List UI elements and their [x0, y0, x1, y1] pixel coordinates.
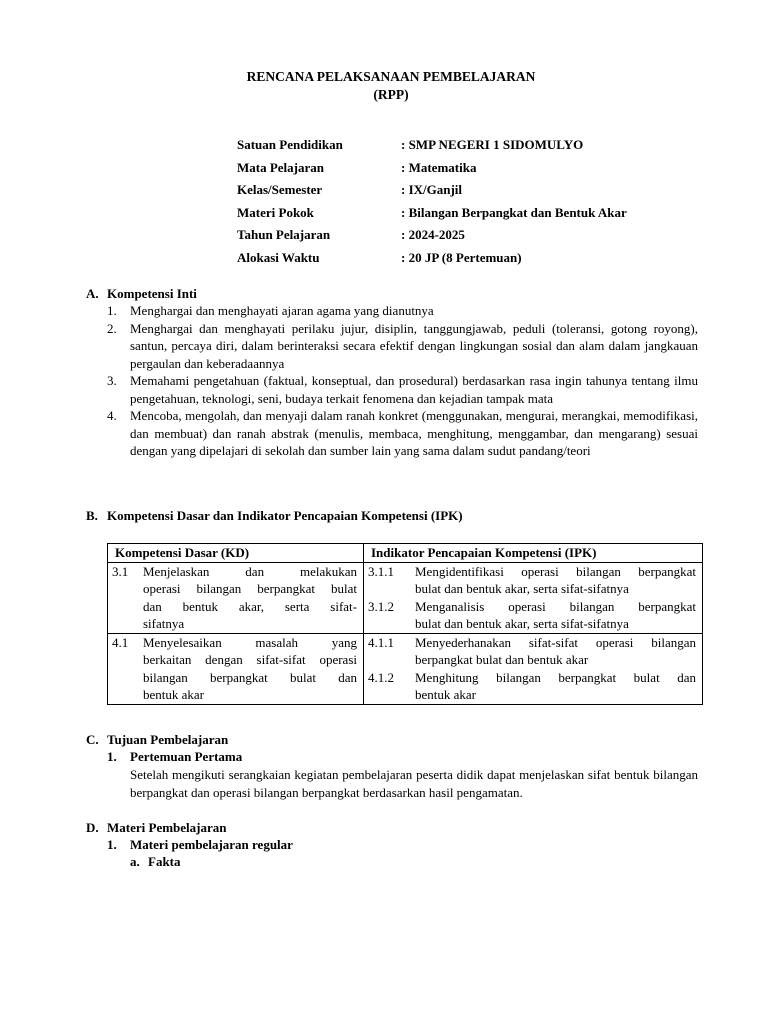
- list-number: 2.: [107, 320, 117, 336]
- sub-number: 1.: [107, 749, 117, 764]
- meta-value: : SMP NEGERI 1 SIDOMULYO: [401, 137, 584, 152]
- ipk-number: 4.1.2: [368, 669, 394, 685]
- kd-line: operasi bilangan berpangkat bulat: [143, 581, 357, 596]
- meeting-heading: [107, 748, 242, 766]
- learning-objective-paragraph: Setelah mengikuti serangkaian kegiatan pembelajaran peserta didik dapat menjelaskan sifat bentuk bilangan berpangkat dan operasi bilangan berpangkat berdasarkan hasil pengamatan.: [130, 767, 698, 800]
- kd-number: 4.1: [112, 634, 129, 650]
- kompetensi-inti-list: [107, 302, 698, 460]
- list-text: Mencoba, mengolah, dan menyaji dalam ranah konkret (menggunakan, mengurai, merangkai, memodifikasi, dan membuat) dan ranah abstrak (menulis, membaca, menghitung, menggambar, dan mengarang) sesuai dengan yang dipelajari di sekolah dan sumber lain yang sama dalam sudut pandang/teori: [130, 408, 698, 458]
- kd-cell: [108, 562, 364, 633]
- ipk-item: [368, 669, 696, 704]
- ipk-line: Menyederhanakan sifat-sifat operasi bilangan: [415, 634, 696, 650]
- list-text: Menghargai dan menghayati ajaran agama yang dianutnya: [130, 303, 434, 318]
- meta-value: : IX/Ganjil: [401, 182, 463, 198]
- kd-item: [112, 634, 357, 704]
- kd-line: dan bentuk akar, serta sifat-: [143, 598, 357, 614]
- subsub-title: Fakta: [148, 854, 181, 869]
- section-a-heading: [86, 285, 197, 303]
- meta-value: : Bilangan Berpangkat dan Bentuk Akar: [401, 204, 627, 220]
- ipk-number: 4.1.1: [368, 634, 394, 650]
- ipk-number: 3.1.1: [368, 563, 394, 579]
- table-header-row: [108, 544, 703, 563]
- subsub-letter: a.: [130, 854, 140, 869]
- meta-value: : 20 JP (8 Pertemuan): [401, 249, 522, 265]
- section-title: Materi Pembelajaran: [107, 820, 227, 835]
- ipk-line: bentuk akar: [415, 687, 477, 702]
- kd-line: berkaitan dengan sifat-sifat operasi: [143, 652, 357, 667]
- kd-line: Menjelaskan dan melakukan: [143, 563, 357, 579]
- material-subheading: [107, 836, 293, 854]
- meta-row: [237, 136, 627, 159]
- section-title: Kompetensi Inti: [107, 286, 197, 301]
- meta-row: [237, 159, 627, 182]
- kd-number: 3.1: [112, 563, 129, 579]
- meta-label: Tahun Pelajaran: [237, 227, 331, 243]
- ipk-cell: [364, 633, 703, 704]
- kd-line: sifatnya: [143, 616, 185, 631]
- section-letter: D.: [86, 820, 99, 835]
- meta-label: Alokasi Waktu: [237, 249, 320, 265]
- section-b-heading: [86, 507, 463, 525]
- list-item: [107, 320, 698, 373]
- list-item: [107, 372, 698, 407]
- meta-label: Satuan Pendidikan: [237, 137, 343, 152]
- section-d-heading: [86, 819, 226, 837]
- sub-title: Materi pembelajaran regular: [130, 837, 293, 852]
- ipk-line: berpangkat bulat dan bentuk akar: [415, 652, 589, 667]
- title-line-1: RENCANA PELAKSANAAN PEMBELAJARAN: [246, 69, 536, 84]
- meta-label: Mata Pelajaran: [237, 159, 325, 175]
- ipk-line: bulat dan bentuk akar, serta sifat-sifatnya: [415, 616, 629, 631]
- section-c-heading: [86, 731, 228, 749]
- meta-row: [237, 249, 627, 272]
- ipk-cell: [364, 562, 703, 633]
- ipk-line: Menganalisis operasi bilangan berpangkat: [415, 598, 696, 614]
- list-number: 4.: [107, 408, 117, 423]
- column-header-ipk: Indikator Pencapaian Kompetensi (IPK): [364, 544, 703, 563]
- meta-value: : 2024-2025: [401, 227, 465, 243]
- list-text: Memahami pengetahuan (faktual, konseptual, dan prosedural) berdasarkan rasa ingin tahunya tentang ilmu pengetahuan, teknologi, seni, budaya terkait fenomena dan kejadian tampak mata: [130, 373, 698, 406]
- list-number: 3.: [107, 373, 117, 388]
- sub-number: 1.: [107, 837, 117, 852]
- ipk-line: bulat dan bentuk akar, serta sifat-sifatnya: [415, 581, 629, 596]
- list-text: Menghargai dan menghayati perilaku jujur, disiplin, tanggungjawab, peduli (toleransi, gotong royong), santun, percaya diri, dalam berinteraksi secara efektif dengan lingkungan sosial dan alam dalam jangkauan pergaulan dan keberadaannya: [130, 320, 698, 371]
- kd-line: bentuk akar: [143, 687, 205, 702]
- table-row: [108, 633, 703, 704]
- section-title: Tujuan Pembelajaran: [107, 732, 229, 747]
- material-subsubheading: [130, 853, 181, 871]
- ipk-item: [368, 634, 696, 669]
- section-title: Kompetensi Dasar dan Indikator Pencapaian Kompetensi (IPK): [107, 508, 463, 523]
- sub-title: Pertemuan Pertama: [130, 749, 243, 764]
- meta-label: Materi Pokok: [237, 204, 314, 220]
- kd-ipk-table: [107, 543, 703, 705]
- kd-line: bilangan berpangkat bulat dan: [143, 669, 357, 685]
- ipk-item: [368, 598, 696, 633]
- section-letter: B.: [86, 508, 98, 523]
- document-title: [0, 68, 768, 104]
- ipk-number: 3.1.2: [368, 598, 394, 614]
- meta-label: Kelas/Semester: [237, 182, 323, 198]
- list-number: 1.: [107, 303, 117, 318]
- kd-line: Menyelesaikan masalah yang: [143, 634, 357, 650]
- section-letter: C.: [86, 732, 99, 747]
- meta-row: [237, 226, 627, 249]
- ipk-line: Mengidentifikasi operasi bilangan berpangkat: [415, 563, 696, 579]
- identity-block: [237, 136, 627, 272]
- table-row: [108, 562, 703, 633]
- section-letter: A.: [86, 286, 99, 301]
- list-item: [107, 407, 698, 460]
- ipk-line: Menghitung bilangan berpangkat bulat dan: [415, 669, 696, 685]
- meta-row: [237, 181, 627, 204]
- meta-row: [237, 204, 627, 227]
- ipk-item: [368, 563, 696, 598]
- column-header-kd: Kompetensi Dasar (KD): [108, 544, 364, 563]
- meta-value: : Matematika: [401, 159, 477, 175]
- title-line-2: (RPP): [373, 87, 409, 102]
- kd-cell: [108, 633, 364, 704]
- list-item: [107, 302, 698, 320]
- kd-item: [112, 563, 357, 633]
